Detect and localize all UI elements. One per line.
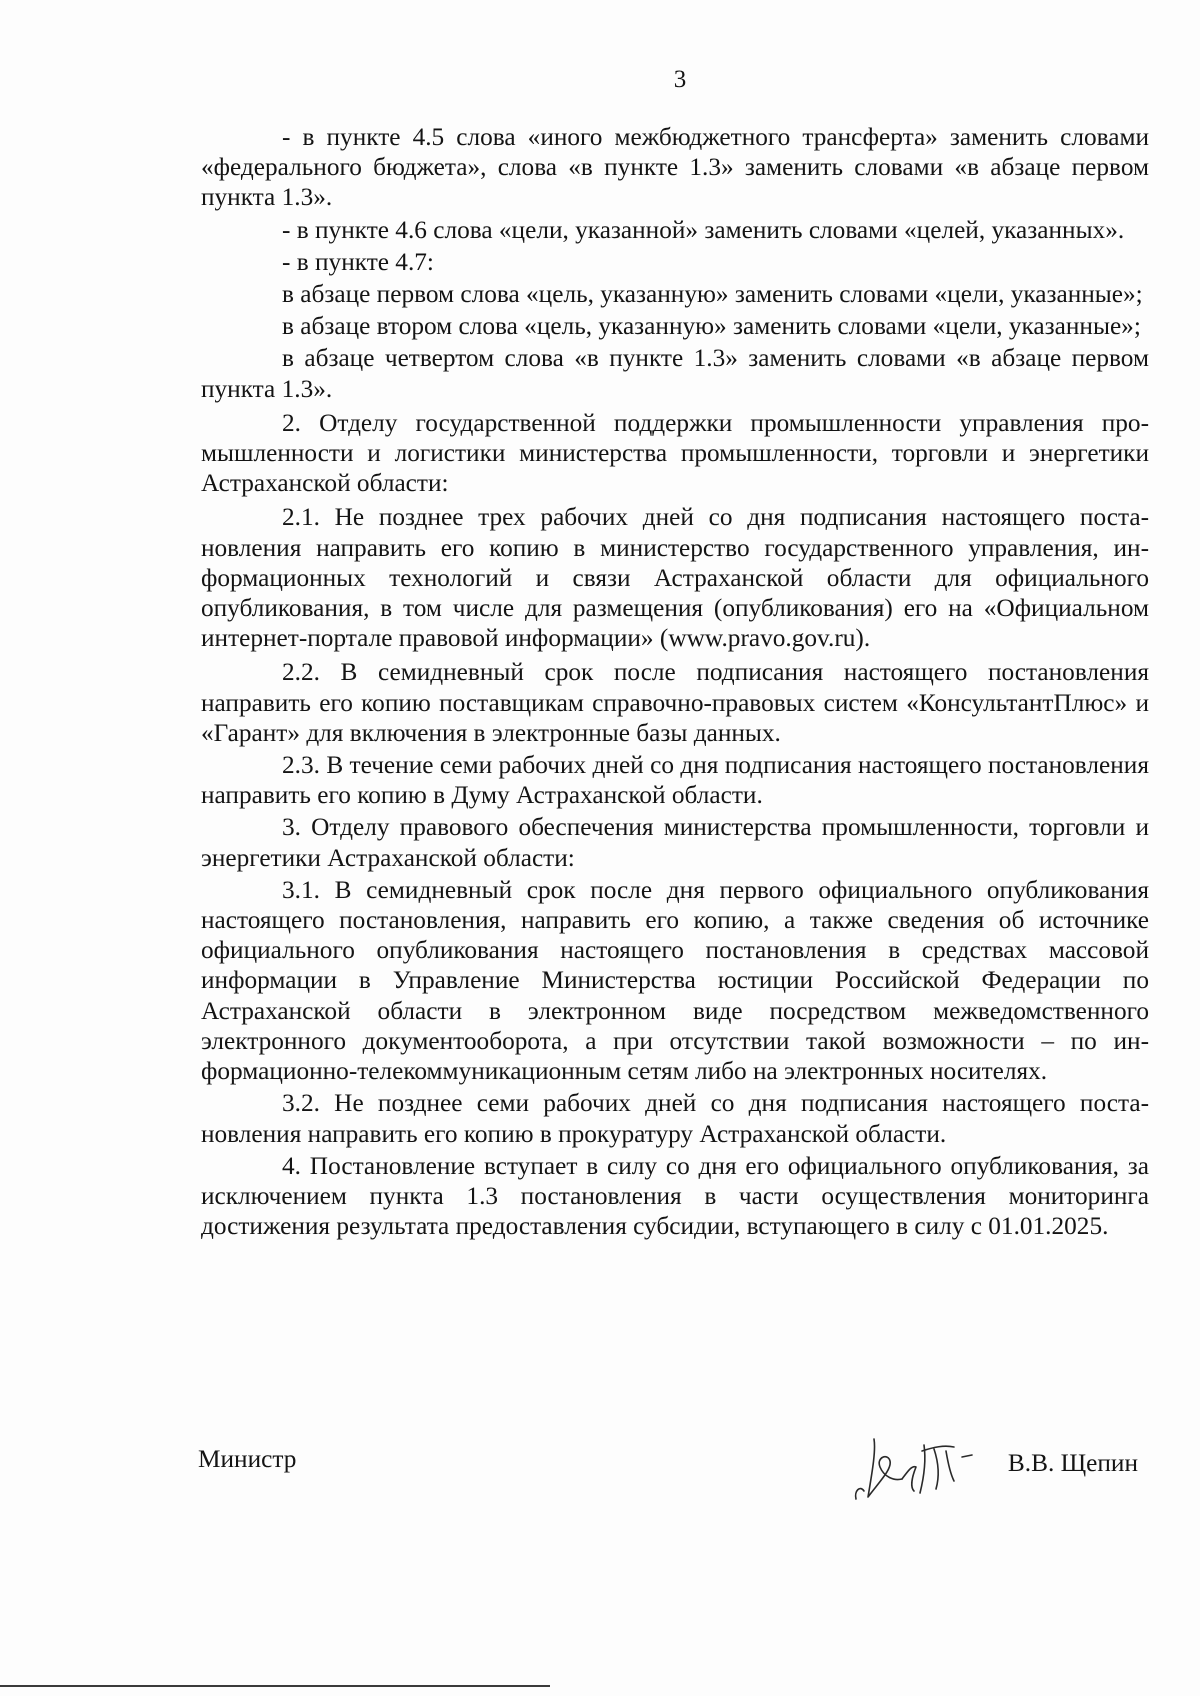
paragraph-clause-3-2: 3.2. Не позднее семи рабочих дней со дня подписания настоящего постановления направить его копию в прокуратуру Астраханской области. — [201, 1089, 1149, 1148]
signatory-title: Министр — [198, 1445, 297, 1473]
paragraph-item-4-7: - в пункте 4.7: — [282, 247, 434, 276]
paragraph-clause-2-1: 2.1. Не позднее трех рабочих дней со дня подписания настоящего постановления направить его копию в министерство государственного управления, информационных технологий и связи Астраханской области для официального опубликования, в том числе для размещения (опубликования) его на «Официальном интернет-портале правовой информации» (www.pravo.gov.ru). — [201, 503, 1149, 653]
paragraph-4-7-fourth: в абзаце четвертом слова «в пункте 1.3» заменить словами «в абзаце первом пункта 1.3». — [201, 344, 1149, 403]
paragraph-clause-4: 4. Постановление вступает в силу со дня его официального опубликования, за исключением пункта 1.3 постановления в части осуществления мониторинга достижения результата предоставления субсидии, вступающего в силу с 01.01.2025. — [201, 1151, 1149, 1241]
paragraph-clause-2-2: 2.2. В семидневный срок после подписания настоящего постановления направить его копию поставщикам справочно-правовых систем «КонсультантПлюс» и «Гарант» для включения в электронные базы данных. — [201, 658, 1149, 747]
paragraph-clause-2-3: 2.3. В течение семи рабочих дней со дня подписания настоящего постановления направить его копию в Думу Астраханской области. — [201, 751, 1149, 810]
paragraph-clause-2: 2. Отделу государственной поддержки промышленности управления промышленности и логистики министерства промышленности, торговли и энергетики Астраханской области: — [201, 408, 1149, 498]
page-number: 3 — [673, 66, 687, 93]
handwritten-signature — [850, 1421, 1020, 1511]
signatory-name: В.В. Щепин — [1007, 1449, 1138, 1477]
paragraph-item-4-6: - в пункте 4.6 слова «цели, указанной» заменить словами «целей, указанных». — [282, 215, 1125, 244]
scan-edge-line — [0, 1685, 550, 1687]
paragraph-item-4-5: - в пункте 4.5 слова «иного межбюджетного трансферта» заменить словами «федерального бюджета», слова «в пункте 1.3» заменить словами «в абзаце первом пункта 1.3». — [201, 123, 1149, 212]
paragraph-clause-3: 3. Отделу правового обеспечения министерства промышленности, торговли и энергетики Астраханской области: — [201, 813, 1149, 872]
signature-block — [198, 1433, 1148, 1513]
paragraph-4-7-second: в абзаце втором слова «цель, указанную» заменить словами «цели, указанные»; — [282, 312, 1141, 341]
paragraph-clause-3-1: 3.1. В семидневный срок после дня первого официального опубликования настоящего постановления, направить его копию, а также сведения об источнике официального опубликования настоящего постановления в средствах массовой информации в Управление Министерства юстиции Российской Федерации по Астраханской области в электронном виде посредством межведомственного электронного документооборота, а при отсутствии такой возможности – по информационно-телекоммуникационным сетям либо на электронных носителях. — [201, 875, 1149, 1086]
paragraph-4-7-first: в абзаце первом слова «цель, указанную» заменить словами «цели, указанные»; — [282, 280, 1143, 309]
document-body — [201, 122, 1149, 1241]
